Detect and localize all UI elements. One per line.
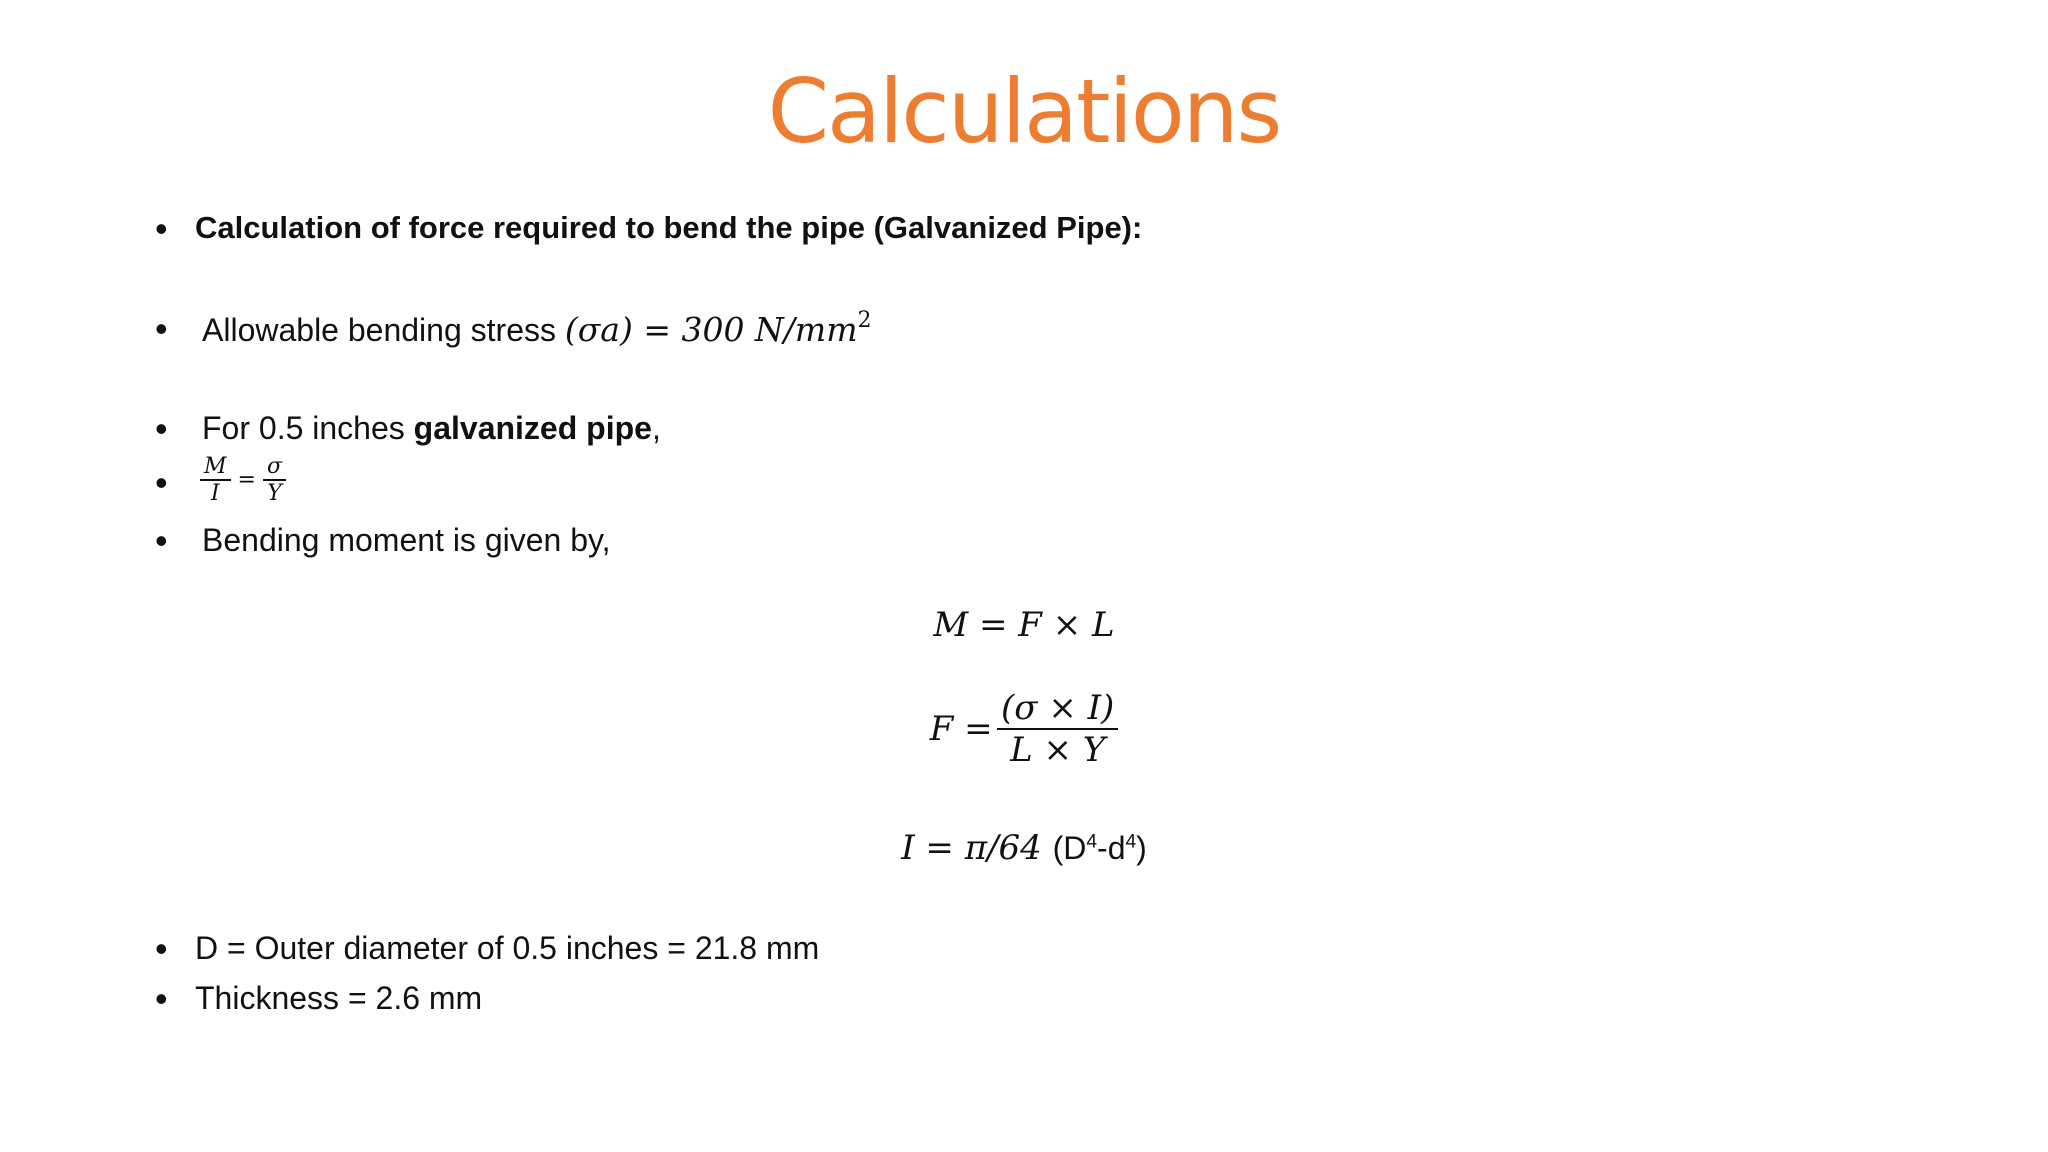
- inertia-math: I = π/64: [901, 828, 1053, 868]
- thickness-line: Thickness = 2.6 mm: [195, 980, 483, 1016]
- pipe-suffix: ,: [651, 410, 661, 446]
- ratio-den-left: I: [210, 481, 220, 506]
- stress-math: (σa) = 300 N/mm: [564, 310, 858, 349]
- pipe-line: [202, 410, 661, 447]
- ratio-den-right: Y: [267, 481, 282, 506]
- inertia-exp2: 4: [1125, 831, 1137, 853]
- pipe-bold: galvanized pipe: [413, 410, 652, 446]
- moment-line: Bending moment is given by,: [202, 522, 611, 558]
- bullet-marker: •: [155, 462, 168, 503]
- ratio-num-right: σ: [263, 454, 286, 481]
- moment-equation: M = F × L: [933, 605, 1115, 645]
- bullet-marker: •: [155, 208, 168, 249]
- stress-line: [202, 308, 872, 349]
- stress-label: Allowable bending stress: [202, 312, 565, 348]
- ratio-formula: [200, 454, 286, 506]
- inertia-open: (D: [1052, 830, 1087, 866]
- outer-diameter-line: D = Outer diameter of 0.5 inches = 21.8 mm: [195, 930, 820, 966]
- inertia-mid: -d: [1097, 830, 1126, 866]
- bullet-marker: •: [155, 408, 168, 449]
- stress-exponent: 2: [857, 308, 872, 333]
- ratio-equals: =: [237, 467, 256, 493]
- force-denominator: L × Y: [1010, 730, 1106, 770]
- force-numerator: (σ × I): [997, 688, 1118, 730]
- bullet-marker: •: [155, 978, 168, 1019]
- inertia-close: ): [1136, 830, 1147, 866]
- force-lhs: F =: [929, 709, 993, 749]
- force-equation: [0, 688, 2048, 770]
- bullet-marker: •: [155, 928, 168, 969]
- pipe-prefix: For 0.5 inches: [202, 410, 414, 446]
- ratio-left-fraction: [200, 454, 231, 506]
- inertia-equation: [0, 828, 2048, 868]
- ratio-right-fraction: [263, 454, 286, 506]
- force-fraction: [997, 688, 1118, 770]
- ratio-num-left: M: [200, 454, 231, 481]
- calc-heading: Calculation of force required to bend the pipe (Galvanized Pipe):: [195, 210, 1143, 245]
- inertia-exp1: 4: [1086, 831, 1098, 853]
- slide-title: Calculations: [767, 60, 1281, 163]
- bullet-marker: •: [155, 520, 168, 561]
- bullet-marker: •: [155, 308, 168, 349]
